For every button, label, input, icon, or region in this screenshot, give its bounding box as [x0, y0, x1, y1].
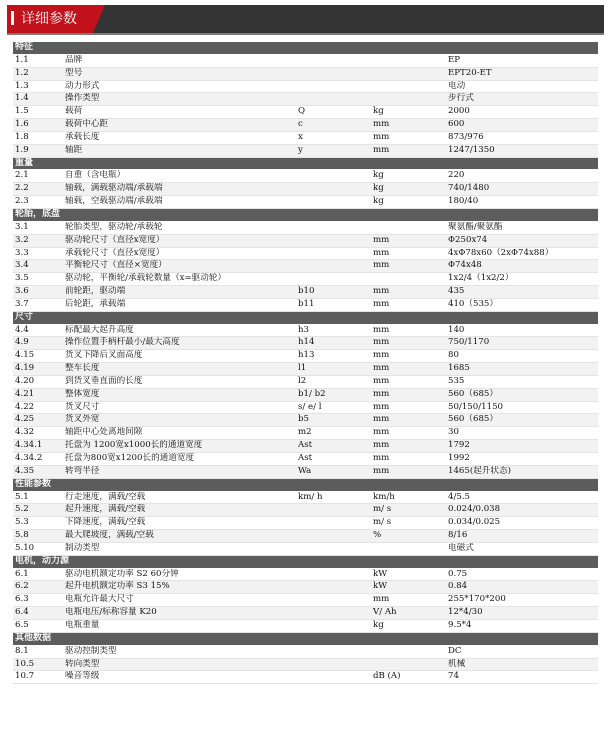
row-symbol	[296, 170, 371, 183]
row-unit: mm	[371, 440, 446, 453]
row-symbol: b5	[296, 414, 371, 427]
row-value: 600	[446, 119, 598, 132]
row-unit: mm	[371, 388, 446, 401]
table-row	[13, 465, 598, 478]
row-unit: mm	[371, 298, 446, 311]
row-value: 1685	[446, 363, 598, 376]
section-title: 其他数据	[13, 632, 598, 645]
row-id: 5.10	[13, 542, 63, 555]
row-unit: m/ s	[371, 517, 446, 530]
row-id: 4.34.1	[13, 440, 63, 453]
row-id: 5.1	[13, 491, 63, 504]
section-title: 特征	[13, 42, 598, 54]
row-value: 750/1170	[446, 337, 598, 350]
row-symbol	[296, 530, 371, 543]
row-symbol	[296, 594, 371, 607]
row-label: 轮胎类型，驱动轮/承载轮	[63, 221, 296, 234]
row-label: 货叉下降后叉面高度	[63, 350, 296, 363]
row-value: 1992	[446, 453, 598, 466]
row-unit	[371, 645, 446, 658]
row-label: 驱动轮，平衡轮/承载轮数量（x=驱动轮）	[63, 273, 296, 286]
row-label: 驱动轮尺寸（直径x宽度）	[63, 234, 296, 247]
row-id: 4.34.2	[13, 453, 63, 466]
table-row	[13, 645, 598, 658]
row-symbol: c	[296, 119, 371, 132]
row-value: 50/150/1150	[446, 401, 598, 414]
row-label: 驱动电机额定功率 S2 60分钟	[63, 568, 296, 581]
table-row	[13, 542, 598, 555]
row-id: 6.2	[13, 581, 63, 594]
row-label: 品牌	[63, 54, 296, 67]
row-id: 1.9	[13, 144, 63, 157]
row-value: 74	[446, 671, 598, 684]
row-symbol: l1	[296, 363, 371, 376]
row-symbol	[296, 542, 371, 555]
row-id: 1.3	[13, 80, 63, 93]
row-unit: mm	[371, 350, 446, 363]
section-title: 轮胎，底盘	[13, 208, 598, 221]
row-label: 整体宽度	[63, 388, 296, 401]
table-row	[13, 504, 598, 517]
row-unit: mm	[371, 144, 446, 157]
section-header	[13, 157, 598, 170]
section-title: 电机，动力源	[13, 555, 598, 568]
row-value: 4xΦ78x60（2xΦ74x88）	[446, 247, 598, 260]
table-row	[13, 619, 598, 632]
row-symbol	[296, 183, 371, 196]
row-unit: mm	[371, 594, 446, 607]
row-value: 30	[446, 427, 598, 440]
table-row	[13, 671, 598, 684]
section-header	[13, 555, 598, 568]
row-value: 0.75	[446, 568, 598, 581]
row-value: DC	[446, 645, 598, 658]
spec-table-body	[13, 42, 598, 684]
row-unit: mm	[371, 427, 446, 440]
row-symbol	[296, 247, 371, 260]
row-id: 6.3	[13, 594, 63, 607]
section-title: 性能参数	[13, 478, 598, 491]
row-value: 聚氨酯/聚氨酯	[446, 221, 598, 234]
row-label: 下降速度，满载/空载	[63, 517, 296, 530]
table-row	[13, 607, 598, 620]
row-value: 步行式	[446, 93, 598, 106]
table-row	[13, 131, 598, 144]
row-label: 行走速度，满载/空载	[63, 491, 296, 504]
page-title: 详细参数	[21, 11, 77, 27]
table-row	[13, 170, 598, 183]
row-id: 4.35	[13, 465, 63, 478]
row-symbol	[296, 619, 371, 632]
table-row	[13, 221, 598, 234]
table-row	[13, 568, 598, 581]
row-value: 1247/1350	[446, 144, 598, 157]
row-id: 4.19	[13, 363, 63, 376]
row-unit: V/ Ah	[371, 607, 446, 620]
table-row	[13, 80, 598, 93]
table-row	[13, 234, 598, 247]
row-symbol	[296, 273, 371, 286]
row-label: 最大爬坡度，满载/空载	[63, 530, 296, 543]
row-label: 型号	[63, 67, 296, 80]
row-unit: km/h	[371, 491, 446, 504]
row-value: 80	[446, 350, 598, 363]
row-id: 1.8	[13, 131, 63, 144]
row-label: 操作位置手柄杆最小/最大高度	[63, 337, 296, 350]
row-symbol	[296, 581, 371, 594]
row-value: 0.84	[446, 581, 598, 594]
spec-table	[13, 42, 598, 684]
row-value: 140	[446, 324, 598, 337]
table-row	[13, 375, 598, 388]
row-unit: %	[371, 530, 446, 543]
row-symbol: y	[296, 144, 371, 157]
row-id: 5.3	[13, 517, 63, 530]
row-unit: mm	[371, 131, 446, 144]
row-id: 4.20	[13, 375, 63, 388]
row-unit	[371, 221, 446, 234]
table-row	[13, 183, 598, 196]
table-row	[13, 427, 598, 440]
section-header	[13, 478, 598, 491]
row-unit: kW	[371, 581, 446, 594]
row-label: 承载轮尺寸（直径x宽度）	[63, 247, 296, 260]
table-row	[13, 273, 598, 286]
row-symbol: km/ h	[296, 491, 371, 504]
row-id: 1.2	[13, 67, 63, 80]
row-unit	[371, 67, 446, 80]
row-unit	[371, 93, 446, 106]
row-value: 873/976	[446, 131, 598, 144]
row-value: 1465(起升状态)	[446, 465, 598, 478]
row-id: 6.4	[13, 607, 63, 620]
row-id: 4.4	[13, 324, 63, 337]
row-label: 后轮距，承载端	[63, 298, 296, 311]
row-symbol	[296, 671, 371, 684]
row-label: 整车长度	[63, 363, 296, 376]
row-symbol: Ast	[296, 440, 371, 453]
table-row	[13, 93, 598, 106]
row-label: 到货叉垂直面的长度	[63, 375, 296, 388]
row-value: 560（685）	[446, 388, 598, 401]
row-label: 货叉尺寸	[63, 401, 296, 414]
row-unit: m/ s	[371, 504, 446, 517]
row-value: 1x2/4（1x2/2）	[446, 273, 598, 286]
row-unit: mm	[371, 119, 446, 132]
row-label: 转弯半径	[63, 465, 296, 478]
table-row	[13, 106, 598, 119]
row-label: 制动类型	[63, 542, 296, 555]
row-symbol: m2	[296, 427, 371, 440]
row-unit: kW	[371, 568, 446, 581]
row-id: 4.9	[13, 337, 63, 350]
row-unit	[371, 273, 446, 286]
row-symbol	[296, 67, 371, 80]
row-symbol	[296, 93, 371, 106]
row-symbol: Wa	[296, 465, 371, 478]
row-unit	[371, 54, 446, 67]
row-symbol: h14	[296, 337, 371, 350]
row-value: 电磁式	[446, 542, 598, 555]
row-value: 0.034/0.025	[446, 517, 598, 530]
row-label: 电瓶电压/标称容量 K20	[63, 607, 296, 620]
row-value: 560（685）	[446, 414, 598, 427]
table-row	[13, 119, 598, 132]
row-value: 435	[446, 286, 598, 299]
table-row	[13, 530, 598, 543]
row-label: 电瓶重量	[63, 619, 296, 632]
row-unit: mm	[371, 324, 446, 337]
row-value: EPT20-ET	[446, 67, 598, 80]
row-value: Φ250x74	[446, 234, 598, 247]
row-symbol: s/ e/ l	[296, 401, 371, 414]
row-symbol: b1/ b2	[296, 388, 371, 401]
row-label: 托盘为800宽x1200长的通道宽度	[63, 453, 296, 466]
row-id: 8.1	[13, 645, 63, 658]
table-row	[13, 388, 598, 401]
table-row	[13, 337, 598, 350]
row-id: 2.3	[13, 196, 63, 209]
table-row	[13, 414, 598, 427]
row-symbol: x	[296, 131, 371, 144]
row-id: 3.6	[13, 286, 63, 299]
row-unit	[371, 658, 446, 671]
table-row	[13, 594, 598, 607]
row-id: 5.8	[13, 530, 63, 543]
row-value: 2000	[446, 106, 598, 119]
row-value: 12*4/30	[446, 607, 598, 620]
row-symbol	[296, 645, 371, 658]
row-value: 0.024/0.038	[446, 504, 598, 517]
row-label: 轴距	[63, 144, 296, 157]
row-id: 4.21	[13, 388, 63, 401]
header-tab	[7, 5, 93, 33]
row-id: 4.22	[13, 401, 63, 414]
row-symbol	[296, 517, 371, 530]
row-label: 平衡轮尺寸（直径×宽度）	[63, 260, 296, 273]
section-header	[13, 632, 598, 645]
row-unit: mm	[371, 247, 446, 260]
row-unit: mm	[371, 465, 446, 478]
row-unit: dB (A)	[371, 671, 446, 684]
row-symbol	[296, 221, 371, 234]
row-unit	[371, 542, 446, 555]
row-symbol	[296, 658, 371, 671]
table-row	[13, 196, 598, 209]
row-id: 6.5	[13, 619, 63, 632]
row-value: Φ74x48	[446, 260, 598, 273]
row-id: 3.3	[13, 247, 63, 260]
row-id: 3.2	[13, 234, 63, 247]
row-label: 动力形式	[63, 80, 296, 93]
table-row	[13, 67, 598, 80]
row-unit: kg	[371, 196, 446, 209]
row-value: 180/40	[446, 196, 598, 209]
row-label: 轴载，满载驱动端/承载端	[63, 183, 296, 196]
row-unit: kg	[371, 183, 446, 196]
row-value: 9.5*4	[446, 619, 598, 632]
row-value: EP	[446, 54, 598, 67]
table-row	[13, 440, 598, 453]
row-id: 1.5	[13, 106, 63, 119]
row-symbol: b11	[296, 298, 371, 311]
row-symbol	[296, 80, 371, 93]
table-row	[13, 298, 598, 311]
tab-marker	[11, 11, 14, 25]
row-id: 2.1	[13, 170, 63, 183]
row-symbol	[296, 607, 371, 620]
row-unit: kg	[371, 106, 446, 119]
row-symbol: h13	[296, 350, 371, 363]
row-label: 噪音等级	[63, 671, 296, 684]
row-label: 转向类型	[63, 658, 296, 671]
row-unit: mm	[371, 375, 446, 388]
row-label: 承载长度	[63, 131, 296, 144]
row-unit: mm	[371, 234, 446, 247]
table-row	[13, 401, 598, 414]
row-id: 1.4	[13, 93, 63, 106]
section-title: 重量	[13, 157, 598, 170]
row-value: 410（535）	[446, 298, 598, 311]
header-bar	[7, 5, 604, 35]
row-label: 托盘为 1200宽x1000长的通道宽度	[63, 440, 296, 453]
row-unit: kg	[371, 619, 446, 632]
row-symbol	[296, 196, 371, 209]
table-row	[13, 260, 598, 273]
row-symbol	[296, 568, 371, 581]
row-value: 535	[446, 375, 598, 388]
row-id: 4.15	[13, 350, 63, 363]
row-symbol: h3	[296, 324, 371, 337]
row-id: 3.5	[13, 273, 63, 286]
row-unit: mm	[371, 401, 446, 414]
section-header	[13, 311, 598, 324]
table-row	[13, 247, 598, 260]
row-unit	[371, 80, 446, 93]
row-symbol	[296, 504, 371, 517]
table-row	[13, 54, 598, 67]
row-value: 8/16	[446, 530, 598, 543]
row-value: 740/1480	[446, 183, 598, 196]
row-id: 10.5	[13, 658, 63, 671]
table-row	[13, 286, 598, 299]
table-row	[13, 453, 598, 466]
row-label: 电瓶允许最大尺寸	[63, 594, 296, 607]
row-symbol: Q	[296, 106, 371, 119]
table-row	[13, 363, 598, 376]
table-row	[13, 144, 598, 157]
row-label: 载荷中心距	[63, 119, 296, 132]
table-row	[13, 517, 598, 530]
row-symbol	[296, 234, 371, 247]
row-id: 6.1	[13, 568, 63, 581]
table-row	[13, 324, 598, 337]
row-label: 轴距中心处离地间隙	[63, 427, 296, 440]
row-symbol: Ast	[296, 453, 371, 466]
row-label: 轴载，空载驱动端/承载端	[63, 196, 296, 209]
row-unit: mm	[371, 414, 446, 427]
row-value: 电动	[446, 80, 598, 93]
row-label: 起升速度，满载/空载	[63, 504, 296, 517]
row-symbol	[296, 54, 371, 67]
row-id: 3.7	[13, 298, 63, 311]
table-row	[13, 658, 598, 671]
row-id: 3.1	[13, 221, 63, 234]
row-symbol	[296, 260, 371, 273]
row-id: 10.7	[13, 671, 63, 684]
row-label: 操作类型	[63, 93, 296, 106]
row-label: 自重（含电瓶）	[63, 170, 296, 183]
row-label: 载荷	[63, 106, 296, 119]
row-unit: mm	[371, 337, 446, 350]
row-label: 前轮距，驱动端	[63, 286, 296, 299]
row-value: 255*170*200	[446, 594, 598, 607]
table-row	[13, 581, 598, 594]
row-label: 标配最大起升高度	[63, 324, 296, 337]
row-id: 1.6	[13, 119, 63, 132]
row-unit: mm	[371, 260, 446, 273]
row-id: 4.32	[13, 427, 63, 440]
section-header	[13, 208, 598, 221]
row-id: 3.4	[13, 260, 63, 273]
row-value: 机械	[446, 658, 598, 671]
section-title: 尺寸	[13, 311, 598, 324]
row-label: 货叉外宽	[63, 414, 296, 427]
row-value: 220	[446, 170, 598, 183]
row-id: 2.2	[13, 183, 63, 196]
row-id: 1.1	[13, 54, 63, 67]
table-row	[13, 491, 598, 504]
row-unit: mm	[371, 363, 446, 376]
row-unit: mm	[371, 453, 446, 466]
row-unit: mm	[371, 286, 446, 299]
row-symbol: l2	[296, 375, 371, 388]
table-row	[13, 350, 598, 363]
section-header	[13, 42, 598, 54]
row-id: 4.25	[13, 414, 63, 427]
row-value: 1792	[446, 440, 598, 453]
row-label: 起升电机额定功率 S3 15%	[63, 581, 296, 594]
row-label: 驱动控制类型	[63, 645, 296, 658]
row-value: 4/5.5	[446, 491, 598, 504]
row-symbol: b10	[296, 286, 371, 299]
row-id: 5.2	[13, 504, 63, 517]
row-unit: kg	[371, 170, 446, 183]
